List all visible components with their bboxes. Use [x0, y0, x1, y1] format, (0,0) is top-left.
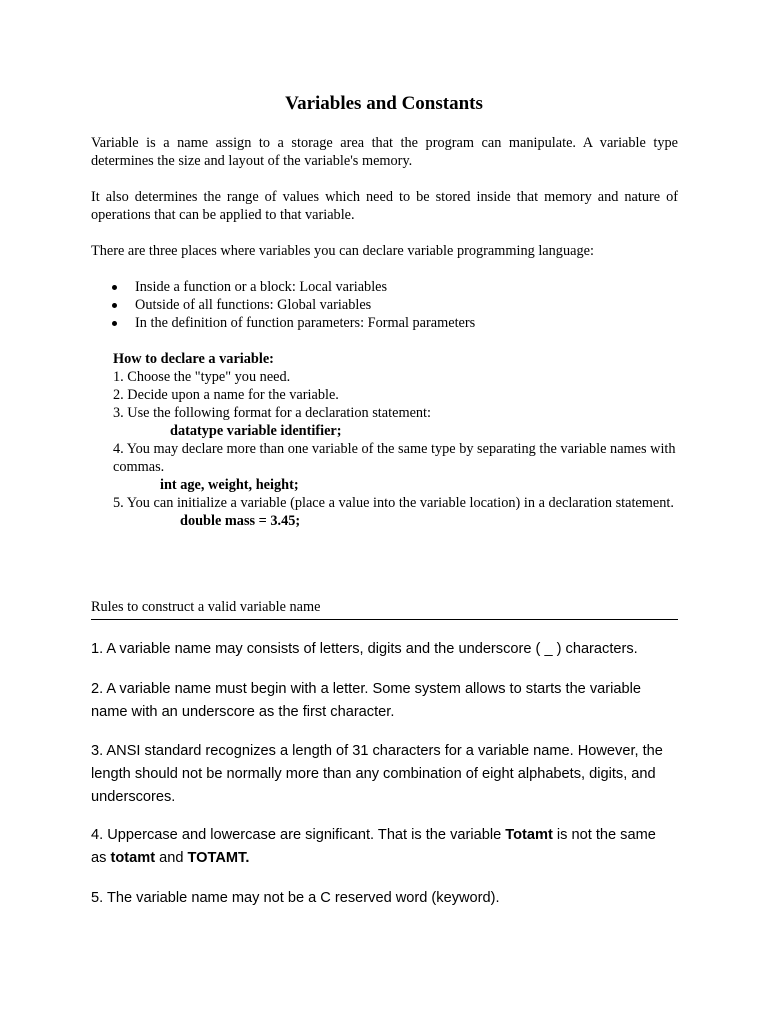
intro-paragraph-2: It also determines the range of values which need to be stored inside that memory and nature of operations that can be applied to that variable.: [91, 189, 678, 223]
step-3: 3. Use the following format for a declaration statement:: [113, 405, 432, 421]
list-item: Inside a function or a block: Local variables: [91, 278, 678, 296]
variable-places-list: [91, 278, 678, 332]
code-example-3: double mass = 3.45;: [180, 513, 301, 529]
section-heading: How to declare a variable:: [113, 351, 274, 367]
step-2: 2. Decide upon a name for the variable.: [113, 387, 339, 403]
code-example-2: int age, weight, height;: [160, 477, 299, 493]
rule-1: 1. A variable name may consists of letters, digits and the underscore ( _ ) characters.: [91, 641, 638, 657]
step-1: 1. Choose the "type" you need.: [113, 369, 291, 385]
step-5: 5. You can initialize a variable (place a value into the variable location) in a declaration statement.: [113, 495, 674, 511]
code-example-1: datatype variable identifier;: [170, 423, 342, 439]
list-item: In the definition of function parameters: Formal parameters: [91, 314, 678, 332]
step-4: 4. You may declare more than one variable of the same type by separating the variable names with commas.: [113, 441, 676, 475]
rule-5: 5. The variable name may not be a C reserved word (keyword).: [91, 890, 500, 906]
list-item: Outside of all functions: Global variables: [91, 296, 678, 314]
bullet-icon: [112, 303, 117, 308]
heading-divider: [91, 619, 678, 620]
rules-heading: Rules to construct a valid variable name: [91, 599, 321, 615]
rule-4: 4. Uppercase and lowercase are significant. That is the variable Totamt is not the same as totamt and TOTAMT.: [91, 827, 656, 866]
bold-term: totamt: [110, 850, 156, 866]
page-title: Variables and Constants: [285, 93, 483, 114]
bullet-icon: [112, 321, 117, 326]
bullet-icon: [112, 285, 117, 290]
rule-3: 3. ANSI standard recognizes a length of 31 characters for a variable name. However, the length should not be normally more than any combination of eight alphabets, digits, and underscores.: [91, 743, 663, 805]
declare-variable-section: [113, 350, 679, 530]
intro-paragraph-1: Variable is a name assign to a storage area that the program can manipulate. A variable type determines the size and layout of the variable's memory.: [91, 135, 678, 169]
bold-term: Totamt: [505, 827, 553, 843]
rule-2: 2. A variable name must begin with a letter. Some system allows to starts the variable name with an underscore as the first character.: [91, 681, 641, 720]
bold-term: TOTAMT.: [187, 850, 250, 866]
intro-paragraph-3: There are three places where variables you can declare variable programming language:: [91, 243, 594, 259]
